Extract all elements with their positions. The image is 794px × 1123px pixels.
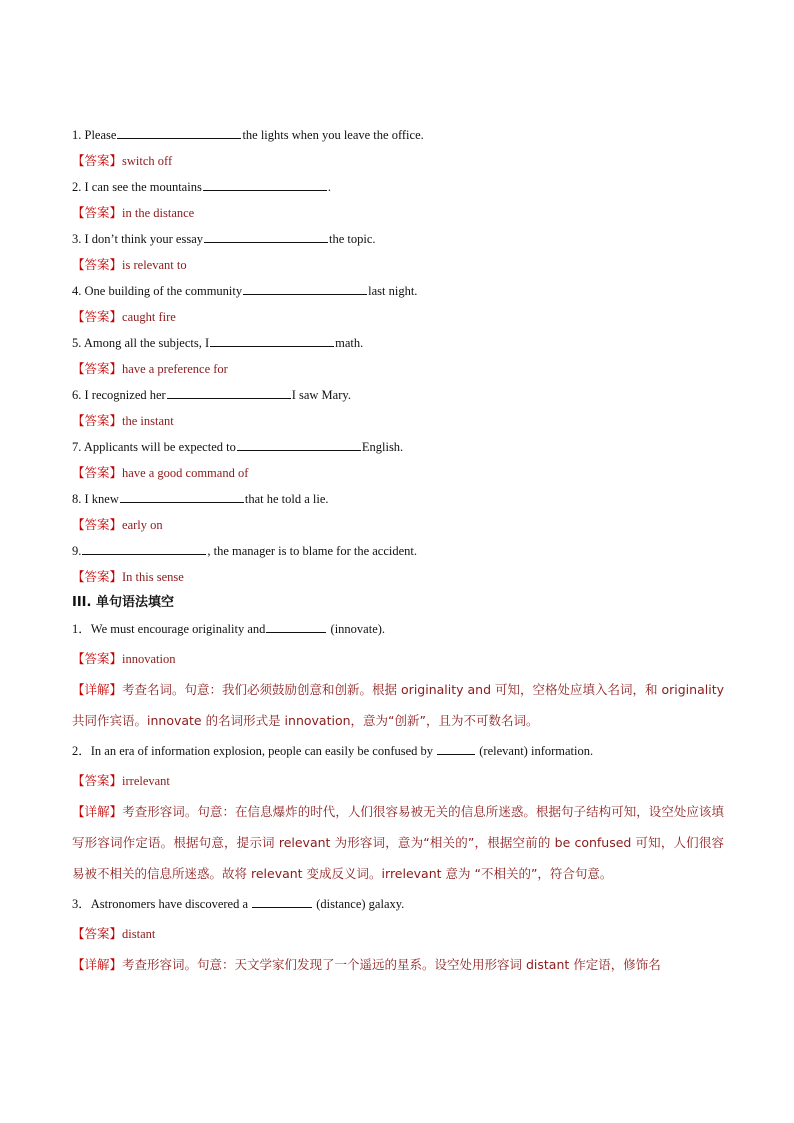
answer-line — [72, 356, 724, 382]
question-text-after: the topic. — [329, 232, 376, 246]
answer-text: have a preference for — [122, 362, 228, 376]
answer-line — [72, 564, 724, 590]
answer-tag: 【答案】 — [72, 153, 123, 168]
answer-line — [72, 644, 724, 674]
fill-item-6 — [72, 382, 724, 434]
answer-tag: 【答案】 — [72, 257, 123, 272]
detail-tag: 【详解】 — [72, 682, 123, 697]
answer-tag: 【答案】 — [72, 773, 123, 788]
question-line — [72, 226, 724, 252]
question-text-before: Applicants will be expected to — [83, 440, 236, 454]
fill-item-1 — [72, 122, 724, 174]
answer-blank[interactable] — [437, 741, 475, 755]
answer-blank[interactable] — [82, 541, 206, 555]
answer-blank[interactable] — [237, 437, 361, 451]
detail-paragraph — [72, 796, 724, 889]
question-line — [72, 434, 724, 460]
question-text-before: In an era of information explosion, people can easily be confused by — [90, 744, 437, 758]
answer-blank[interactable] — [252, 894, 312, 908]
grammar-item-3 — [72, 889, 724, 980]
answer-tag: 【答案】 — [72, 309, 123, 324]
fill-item-4 — [72, 278, 724, 330]
answer-blank[interactable] — [204, 229, 328, 243]
question-number: 3． — [72, 897, 91, 911]
fill-item-7 — [72, 434, 724, 486]
question-text-before: I can see the mountains — [84, 180, 202, 194]
question-line — [72, 278, 724, 304]
fill-item-9 — [72, 538, 724, 590]
answer-text: early on — [122, 518, 163, 532]
answer-blank[interactable] — [210, 333, 334, 347]
answer-text: switch off — [122, 154, 173, 168]
question-line — [72, 736, 724, 766]
answer-text: the instant — [122, 414, 174, 428]
answer-line — [72, 148, 724, 174]
question-text-before: I don’t think your essay — [84, 232, 204, 246]
question-line — [72, 614, 724, 644]
answer-text: In this sense — [122, 570, 184, 584]
question-text-after: . — [327, 180, 331, 194]
worksheet-page — [72, 122, 724, 980]
detail-paragraph — [72, 949, 724, 980]
grammar-item-1 — [72, 614, 724, 736]
question-text-after: the lights when you leave the office. — [242, 128, 424, 142]
answer-line — [72, 200, 724, 226]
grammar-item-2 — [72, 736, 724, 889]
answer-text: irrelevant — [122, 774, 170, 788]
question-line — [72, 889, 724, 919]
question-text-after: English. — [361, 440, 404, 454]
question-text-before: I knew — [84, 492, 119, 506]
section-title: III. 单句语法填空 — [72, 595, 174, 610]
question-text-before: Please — [84, 128, 117, 142]
question-text-before: Among all the subjects, I — [83, 336, 210, 350]
question-number: 1． — [72, 622, 91, 636]
question-text-after: I saw Mary. — [291, 388, 351, 402]
question-line — [72, 382, 724, 408]
detail-text: 考查形容词。句意：在信息爆炸的时代，人们很容易被无关的信息所迷惑。根据句子结构可知，设空处应该填写形容词作定语。根据句意，提示词 relevant 为形容词，意为“相关的”，根据空前的 be confused 可知，人们很容易被不相关的信息所迷惑。故将 relevant 变成反义词。irrelevant 意为 “不相关的”，符合句意。 — [72, 804, 724, 881]
answer-blank[interactable] — [117, 125, 241, 139]
answer-line — [72, 408, 724, 434]
answer-text: innovation — [122, 652, 176, 666]
answer-line — [72, 460, 724, 486]
answer-tag: 【答案】 — [72, 361, 123, 376]
question-number: 8. — [72, 492, 85, 506]
fill-item-2 — [72, 174, 724, 226]
answer-tag: 【答案】 — [72, 651, 123, 666]
question-text-before: We must encourage originality and — [90, 622, 266, 636]
fill-item-3 — [72, 226, 724, 278]
question-number: 4. — [72, 284, 85, 298]
answer-text: in the distance — [122, 206, 195, 220]
answer-line — [72, 512, 724, 538]
answer-line — [72, 252, 724, 278]
question-number: 3. — [72, 232, 85, 246]
question-text-after: last night. — [368, 284, 418, 298]
question-number: 7. — [72, 440, 84, 454]
question-text-after: (distance) galaxy. — [313, 897, 405, 911]
question-line — [72, 174, 724, 200]
question-number: 2. — [72, 180, 85, 194]
detail-tag: 【详解】 — [72, 804, 123, 819]
answer-line — [72, 304, 724, 330]
question-text-before: Astronomers have discovered a — [90, 897, 252, 911]
question-line — [72, 122, 724, 148]
answer-tag: 【答案】 — [72, 465, 123, 480]
answer-blank[interactable] — [243, 281, 367, 295]
question-text-before: I recognized her — [84, 388, 166, 402]
answer-tag: 【答案】 — [72, 413, 123, 428]
answer-blank[interactable] — [203, 177, 327, 191]
answer-blank[interactable] — [266, 619, 326, 633]
question-line — [72, 538, 724, 564]
detail-text: 考查形容词。句意：天文学家们发现了一个遥远的星系。设空处用形容词 distant 作定语，修饰名 — [122, 957, 661, 972]
question-number: 5. — [72, 336, 84, 350]
question-number: 2． — [72, 744, 91, 758]
answer-blank[interactable] — [167, 385, 291, 399]
question-line — [72, 330, 724, 356]
answer-tag: 【答案】 — [72, 205, 123, 220]
answer-text: caught fire — [122, 310, 176, 324]
detail-paragraph — [72, 674, 724, 736]
detail-tag: 【详解】 — [72, 957, 123, 972]
fill-item-8 — [72, 486, 724, 538]
answer-tag: 【答案】 — [72, 517, 123, 532]
answer-tag: 【答案】 — [72, 926, 123, 941]
question-number: 6. — [72, 388, 85, 402]
question-text-before: One building of the community — [84, 284, 243, 298]
answer-text: is relevant to — [122, 258, 187, 272]
question-text-after: (relevant) information. — [476, 744, 594, 758]
question-text-after: , the manager is to blame for the accident. — [207, 544, 418, 558]
question-number: 9. — [72, 544, 82, 558]
answer-text: have a good command of — [122, 466, 249, 480]
question-text-after: (innovate). — [327, 622, 386, 636]
answer-line — [72, 766, 724, 796]
detail-text: 考查名词。句意：我们必须鼓励创意和创新。根据 originality and 可知，空格处应填入名词，和 originality 共同作宾语。innovate 的名词形式是 innovation，意为“创新”，且为不可数名词。 — [72, 682, 724, 728]
question-number: 1. — [72, 128, 85, 142]
answer-line — [72, 919, 724, 949]
question-line — [72, 486, 724, 512]
fill-item-5 — [72, 330, 724, 382]
answer-blank[interactable] — [120, 489, 244, 503]
question-text-after: math. — [335, 336, 364, 350]
question-text-after: that he told a lie. — [244, 492, 329, 506]
answer-text: distant — [122, 927, 156, 941]
answer-tag: 【答案】 — [72, 569, 123, 584]
